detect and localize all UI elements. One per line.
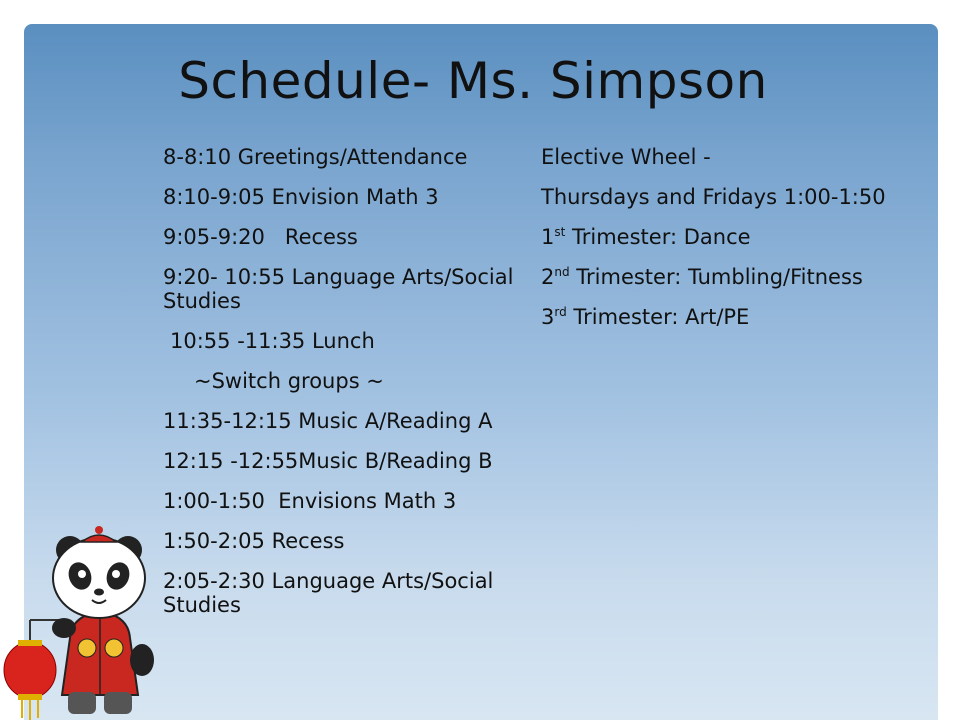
elective-wheel	[541, 145, 941, 329]
trimester-item: 2nd Trimester: Tumbling/Fitness	[541, 265, 863, 289]
schedule-item: 9:05-9:20 Recess	[163, 225, 358, 249]
schedule-item: 1:50-2:05 Recess	[163, 529, 345, 553]
daily-schedule	[163, 145, 535, 617]
schedule-item: 8:10-9:05 Envision Math 3	[163, 185, 439, 209]
elective-heading: Elective Wheel -	[541, 145, 711, 169]
elective-days: Thursdays and Fridays 1:00-1:50	[541, 185, 886, 209]
schedule-item: ~Switch groups ~	[194, 369, 384, 393]
slide-title: Schedule- Ms. Simpson	[178, 52, 768, 110]
schedule-item: 1:00-1:50 Envisions Math 3	[163, 489, 457, 513]
schedule-item: 12:15 -12:55Music B/Reading B	[163, 449, 493, 473]
schedule-item: 9:20- 10:55 Language Arts/Social Studies	[163, 265, 514, 313]
panda-with-lantern-icon	[0, 520, 175, 720]
trimester-item: 3rd Trimester: Art/PE	[541, 305, 750, 329]
schedule-item: 11:35-12:15 Music A/Reading A	[163, 409, 493, 433]
schedule-item: 2:05-2:30 Language Arts/Social Studies	[163, 569, 494, 617]
schedule-item: 10:55 -11:35 Lunch	[170, 329, 375, 353]
schedule-item: 8-8:10 Greetings/Attendance	[163, 145, 468, 169]
trimester-item: 1st Trimester: Dance	[541, 225, 751, 249]
